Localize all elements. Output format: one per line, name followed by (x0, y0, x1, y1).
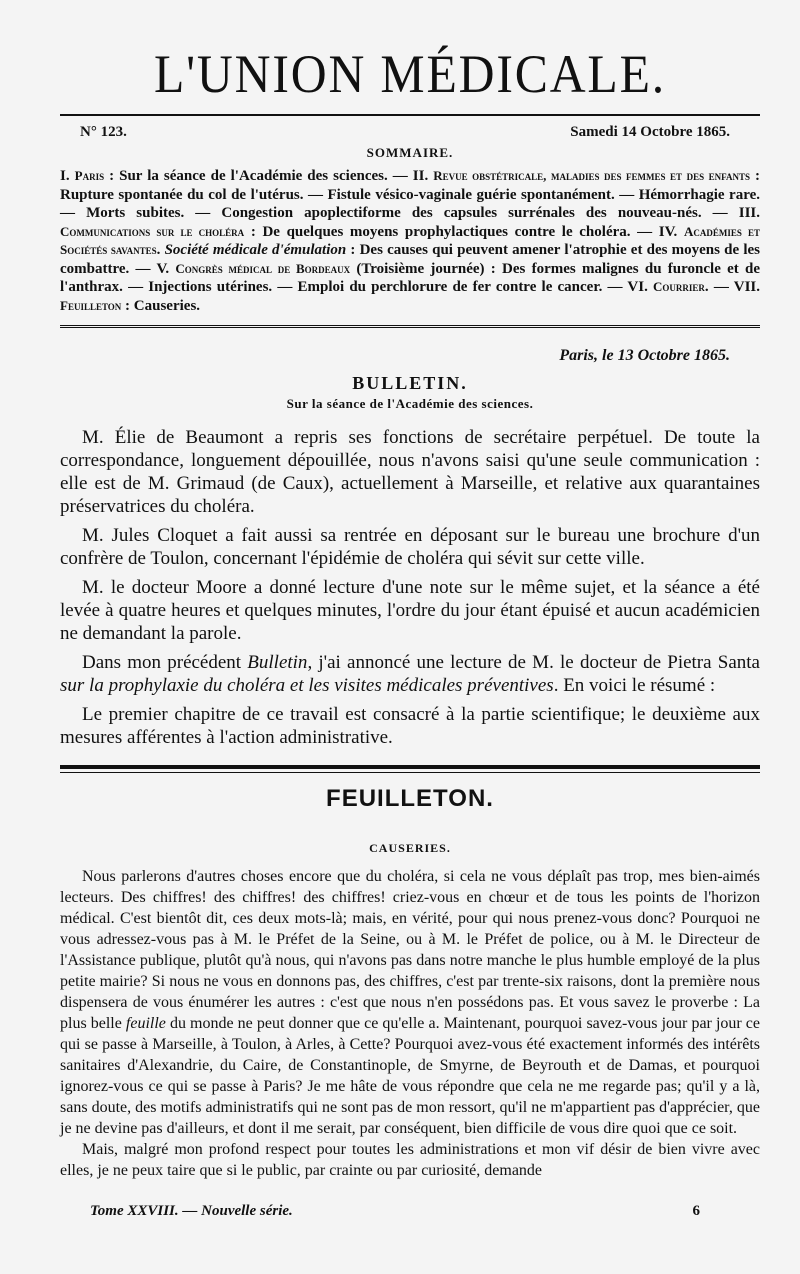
sommaire-item: . — VII. (704, 279, 760, 295)
sommaire-num: I. (60, 168, 75, 184)
issue-number: N° 123. (80, 124, 127, 140)
feuilleton-paragraph: Mais, malgré mon profond respect pour toutes les administrations et mon vif désir de bien vivre avec elles, je ne peux taire que si le public, par crainte ou par curiosité, demande (60, 1141, 760, 1179)
sommaire-label: Feuilleton (60, 297, 122, 313)
bulletin-paragraph (60, 651, 760, 697)
sommaire-item: (Troisième journée) : Des formes malignes du furoncle et de l'anthrax. — Injections utérines. — Emploi du perchlorure de fer contre le cancer. — VI. (60, 260, 760, 295)
sommaire-label: Académies et Sociétés savantes (60, 223, 760, 257)
sommaire-label: Congrès médical de Bordeaux (175, 260, 351, 276)
sommaire-item: : Sur la séance de l'Académie des sciences. — II. (104, 168, 434, 184)
dateline: Paris, le 13 Octobre 1865. (559, 347, 730, 364)
bulletin-title: BULLETIN. (352, 373, 468, 393)
sommaire-label: Paris (74, 168, 105, 183)
issue-date: Samedi 14 Octobre 1865. (570, 124, 730, 140)
sommaire-title: SOMMAIRE. (366, 145, 454, 160)
bulletin-paragraph: Le premier chapitre de ce travail est consacré à la partie scientifique; le deuxième aux mesures afférentes à l'action administrative. (60, 704, 760, 748)
issue-line (60, 124, 760, 141)
feuilleton-rule (60, 765, 760, 773)
masthead-rule (60, 114, 760, 116)
text-run-italic: Bulletin (247, 652, 308, 673)
bulletin-subtitle: Sur la séance de l'Académie des sciences. (286, 396, 534, 411)
sommaire-label: Communications sur le choléra (60, 223, 245, 239)
sommaire-item: . (156, 242, 165, 258)
feuilleton-paragraph (60, 866, 760, 1139)
sommaire-society: Société médicale d'émulation (164, 242, 347, 258)
footer-volume: Tome XXVIII. — Nouvelle série. (90, 1203, 293, 1219)
page-footer (90, 1203, 700, 1220)
feuilleton-title: FEUILLETON. (326, 785, 494, 812)
sommaire-rule (60, 325, 760, 331)
text-run: , j'ai annoncé une lecture de M. le docteur de Pietra Santa (307, 652, 760, 673)
bulletin-paragraph: M. Jules Cloquet a fait aussi sa rentrée en déposant sur le bureau une brochure d'un confrère de Toulon, concernant l'épidémie de choléra qui sévit sur cette ville. (60, 525, 760, 569)
page-number: 6 (692, 1203, 700, 1219)
text-run: Nous parlerons d'autres choses encore que du choléra, si cela ne vous déplaît pas trop, mes bien-aimés lecteurs. Des chiffres! des chiffres! des chiffres! criez-vous en chœur et de tous les points de l'horizon médical. C'est bientôt dit, ces deux mots-là; mais, en vérité, pour qui nous prenez-vous donc? Pourquoi ne vous adressez-vous pas à M. le Préfet de la Seine, ou à M. le Préfet de police, ou à M. le Directeur de l'Assistance publique, plutôt qu'à nous, qui n'avons pas dans notre manche le plus humble employé de la plus petite mairie? Si nous ne vous en donnons pas, des chiffres, c'est par trente-six raisons, dont la première nous dispensera de vous énumérer les autres : c'est que nous n'en possédons pas. Et vous savez le proverbe : La plus belle (60, 868, 760, 1032)
text-run: du monde ne peut donner que ce qu'elle a. Maintenant, pourquoi savez-vous jour par jour ce qui se passe à Marseille, à Toulon, à Arles, à Cette? Pourquoi avez-vous été exactement informés des intérêts sanitaires d'Alexandrie, du Caire, de Constantinople, de Smyrne, de Beyrouth et de Damas, et pourquoi ignorez-vous ce qui se passe à Paris? Je me hâte de vous répondre que cela ne me regarde pas; qu'il y a là, sans doute, des motifs administratifs qui ne sont pas de mon ressort, qu'il ne m'appartient pas d'apprécier, que je ne devine pas d'ailleurs, et dont il me serait, par conséquent, bien difficile de vous dire quoi que ce soit. (60, 1015, 761, 1137)
sommaire-item: : Des causes qui peuvent amener l'atrophie et des moyens de les combattre. — V. (60, 242, 760, 277)
masthead-title: L'UNION MÉDICALE. (153, 44, 667, 104)
text-run: Dans mon précédent (82, 652, 248, 673)
sommaire-item: : De quelques moyens prophylactiques contre le choléra. — IV. (244, 223, 684, 240)
sommaire-item: : Causeries. (121, 297, 201, 314)
sommaire-label: Courrier (653, 279, 705, 294)
text-run-italic: feuille (125, 1015, 166, 1032)
sommaire-text (60, 167, 760, 315)
sommaire-label: Revue obstétricale, maladies des femmes et des enfants (433, 168, 750, 183)
text-run-italic: sur la prophylaxie du choléra et les visites médicales préventives (60, 675, 554, 696)
sommaire-item: : Rupture spontanée du col de l'utérus. — Fistule vésico-vaginale guérie spontanément. — Hémorrhagie rare. — Morts subites. — Congestion apoplectiforme des capsules surrénales des nouveau-nés. — III. (60, 168, 760, 221)
text-run: . En voici le résumé : (553, 675, 716, 696)
bulletin-paragraph: M. le docteur Moore a donné lecture d'une note sur le même sujet, et la séance a été levée à quatre heures et quelques minutes, l'ordre du jour étant épuisé et aucun académicien ne demandant la parole. (60, 577, 760, 644)
bulletin-paragraph: M. Élie de Beaumont a repris ses fonctions de secrétaire perpétuel. De toute la correspondance, longuement dépouillée, nous n'avons saisi qu'une seule communication : elle est de M. Grimaud (de Caux), actuellement à Marseille, et relative aux quarantaines préservatrices du choléra. (60, 427, 760, 517)
feuilleton-subtitle: CAUSERIES. (369, 841, 451, 855)
